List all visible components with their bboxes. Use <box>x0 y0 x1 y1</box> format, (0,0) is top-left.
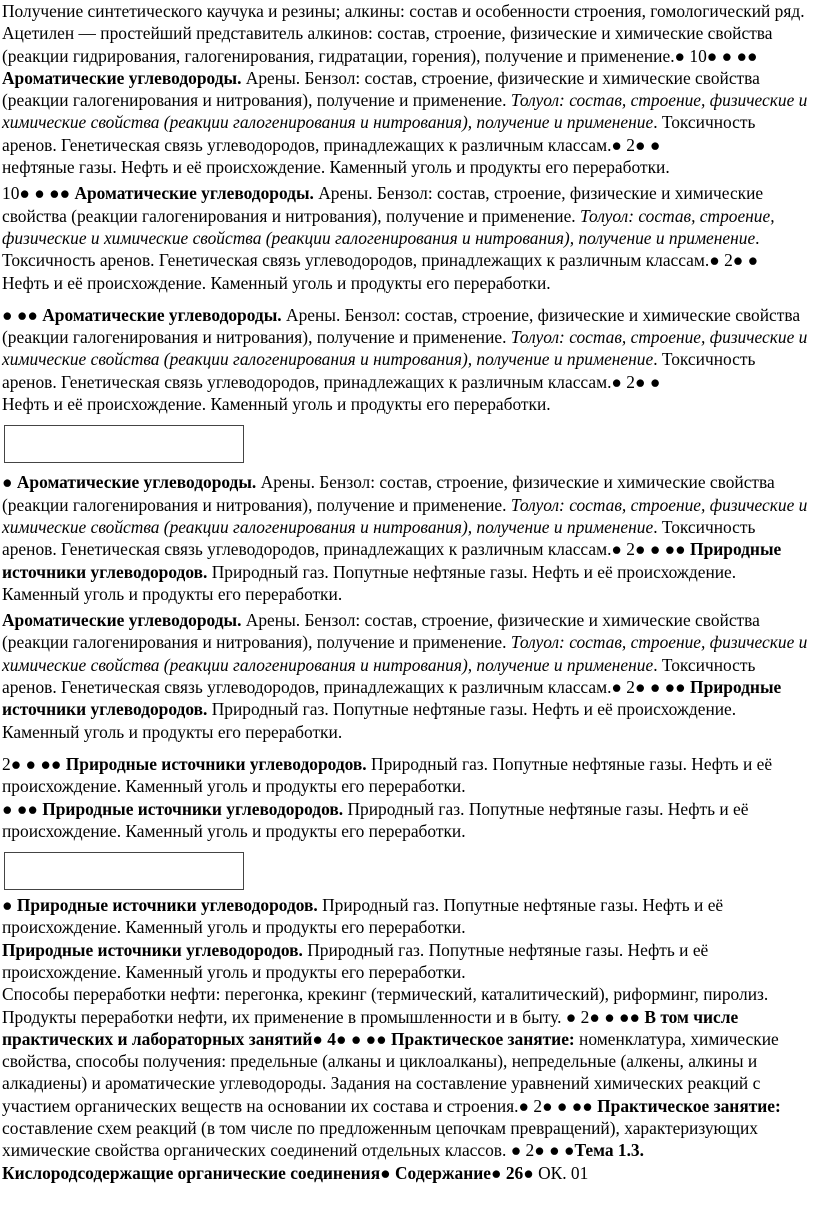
text-run: Природные источники углеводородов. <box>42 798 344 819</box>
paragraph-oil-origin-1 <box>2 156 814 178</box>
text-run: ● <box>2 472 17 493</box>
paragraph-natural-sources-1 <box>2 753 814 798</box>
text-run: . Токсичность аренов. Генетическая связь углеводородов, принадлежащих к различным классам.● 2● ● ●● <box>2 516 756 560</box>
text-run: Ароматические углеводороды. <box>2 610 242 631</box>
text-run: . Токсичность аренов. Генетическая связь углеводородов, принадлежащих к различным классам.● 2● ● ●● <box>2 654 756 698</box>
text-run: Нефть и её происхождение. Каменный уголь и продукты его переработки. <box>2 272 551 293</box>
text-run: . Токсичность аренов. Генетическая связь углеводородов, принадлежащих к различным классам.● 2● ● <box>2 227 760 271</box>
text-run: Природные источники углеводородов. <box>2 539 782 582</box>
paragraph-arenes-3 <box>2 304 814 393</box>
paragraph-natural-sources-3 <box>2 894 814 939</box>
text-run: Способы переработки нефти: перегонка, крекинг (термический, каталитический), риформинг, пиролиз. Продукты переработки нефти, их применение в промышленности и в быту. ● 2● ● ●● <box>2 984 769 1027</box>
paragraph-arenes-2 <box>2 182 814 271</box>
text-run: ● ●● <box>2 798 43 819</box>
text-run: Природный газ. Попутные нефтяные газы. Нефть и её происхождение. Каменный уголь и продукты его переработки. <box>2 895 724 938</box>
text-run: ● <box>2 895 17 916</box>
text-run: ОК. 01 <box>533 1162 589 1183</box>
paragraph-oil-origin-3 <box>2 393 814 415</box>
text-run: Природные источники углеводородов. <box>2 677 782 720</box>
text-run: Природный газ. Попутные нефтяные газы. Нефть и её происхождение. Каменный уголь и продукты его переработки. <box>2 939 709 982</box>
text-run: Получение синтетического каучука и резины; алкины: состав и особенности строения, гомологический ряд. Ацетилен — простейший представитель алкинов: состав, строение, физические и химические свойства (реакции гидрирования, галогенирования, гидратации, горения), получение и применение.● 10● ● ●● <box>2 1 805 66</box>
text-run: номенклатура, химические свойства, способы получения: предельные (алканы и циклоалканы), непредельные (алкены, алкины и алкадиены) и ароматические углеводороды. Задания на составление уравнений химических реакций с участием органических веществ на основании их состава и строения.● 2● ● ●● <box>2 1028 779 1116</box>
text-run: В том числе практических и лабораторных занятий● 4● ● ●● Практическое занятие: <box>2 1006 739 1049</box>
text-run: Толуол: состав, строение, физические и химические свойства (реакции галогенирования и нитрования), получение и применение <box>2 632 808 675</box>
text-run: Толуол: состав, строение, физические и химические свойства (реакции галогенирования и нитрования), получение и применение <box>2 90 808 133</box>
paragraph-natural-sources-4 <box>2 939 814 984</box>
text-run: Природные источники углеводородов. <box>2 939 303 960</box>
text-run: Природные источники углеводородов. <box>16 895 318 916</box>
paragraph-arenes-5 <box>2 609 814 743</box>
text-run: 10● ● ●● <box>2 183 75 204</box>
text-run: Ароматические углеводороды. <box>16 472 257 493</box>
text-run: ● ●● <box>2 304 43 325</box>
text-run: Природный газ. Попутные нефтяные газы. Нефть и её происхождение. Каменный уголь и продукты его переработки. <box>2 561 737 604</box>
text-run: . Токсичность аренов. Генетическая связь углеводородов, принадлежащих к различным классам.● 2● ● <box>2 112 756 155</box>
text-run: Нефть и её происхождение. Каменный уголь и продукты его переработки. <box>2 394 551 415</box>
paragraph-oil-processing <box>2 983 814 1184</box>
text-run: составление схем реакций (в том числе по предложенным цепочкам превращений), характеризующих химические свойства органических соединений отдельных классов. ● 2● ● ● <box>2 1118 758 1161</box>
text-run: Арены. Бензол: состав, строение, физические и химические свойства (реакции галогенирования и нитрования), получение и применение. <box>2 610 760 653</box>
text-run: Природный газ. Попутные нефтяные газы. Нефть и её происхождение. Каменный уголь и продукты его переработки. <box>2 753 773 797</box>
text-run: Ароматические углеводороды. <box>74 183 314 204</box>
text-run: 2● ● ●● <box>2 753 66 774</box>
text-run: Ароматические углеводороды. <box>2 67 242 88</box>
text-run: Природные источники углеводородов. <box>65 753 367 774</box>
text-run: Арены. Бензол: состав, строение, физические и химические свойства (реакции галогенирования и нитрования), получение и применение. <box>2 472 775 515</box>
text-run: Толуол: состав, строение, физические и химические свойства (реакции галогенирования и нитрования), получение и применение <box>2 327 808 370</box>
text-run: Природный газ. Попутные нефтяные газы. Нефть и её происхождение. Каменный уголь и продукты его переработки. <box>2 798 749 841</box>
paragraph-arenes-4 <box>2 471 814 605</box>
paragraph-oil-origin-2 <box>2 272 814 294</box>
empty-frame-1 <box>4 425 244 463</box>
text-run: Ароматические углеводороды. <box>42 304 282 325</box>
text-run: Природный газ. Попутные нефтяные газы. Нефть и её происхождение. Каменный уголь и продукты его переработки. <box>2 699 737 742</box>
paragraph-alkynes <box>2 0 814 156</box>
text-run: Арены. Бензол: состав, строение, физические и химические свойства (реакции галогенирования и нитрования), получение и применение. <box>2 183 764 226</box>
text-run: Арены. Бензол: состав, строение, физические и химические свойства (реакции галогенирования и нитрования), получение и применение. <box>2 67 760 111</box>
text-run: Тема 1.3. Кислородсодержащие органические соединения● Содержание● 26● <box>2 1140 644 1183</box>
empty-frame-2 <box>4 852 244 890</box>
text-run: Толуол: состав, строение, физические и химические свойства (реакции галогенирования и нитрования), получение и применение <box>2 494 808 537</box>
text-run: Практическое занятие: <box>597 1095 781 1116</box>
paragraph-natural-sources-2 <box>2 798 814 843</box>
text-run: . Токсичность аренов. Генетическая связь углеводородов, принадлежащих к различным классам.● 2● ● <box>2 349 756 392</box>
text-run: Арены. Бензол: состав, строение, физические и химические свойства (реакции галогенирования и нитрования), получение и применение. <box>2 304 801 348</box>
text-run: нефтяные газы. Нефть и её происхождение. Каменный уголь и продукты его переработки. <box>2 157 670 178</box>
text-run: Толуол: состав, строение, физические и химические свойства (реакции галогенирования и нитрования), получение и применение <box>2 205 775 248</box>
